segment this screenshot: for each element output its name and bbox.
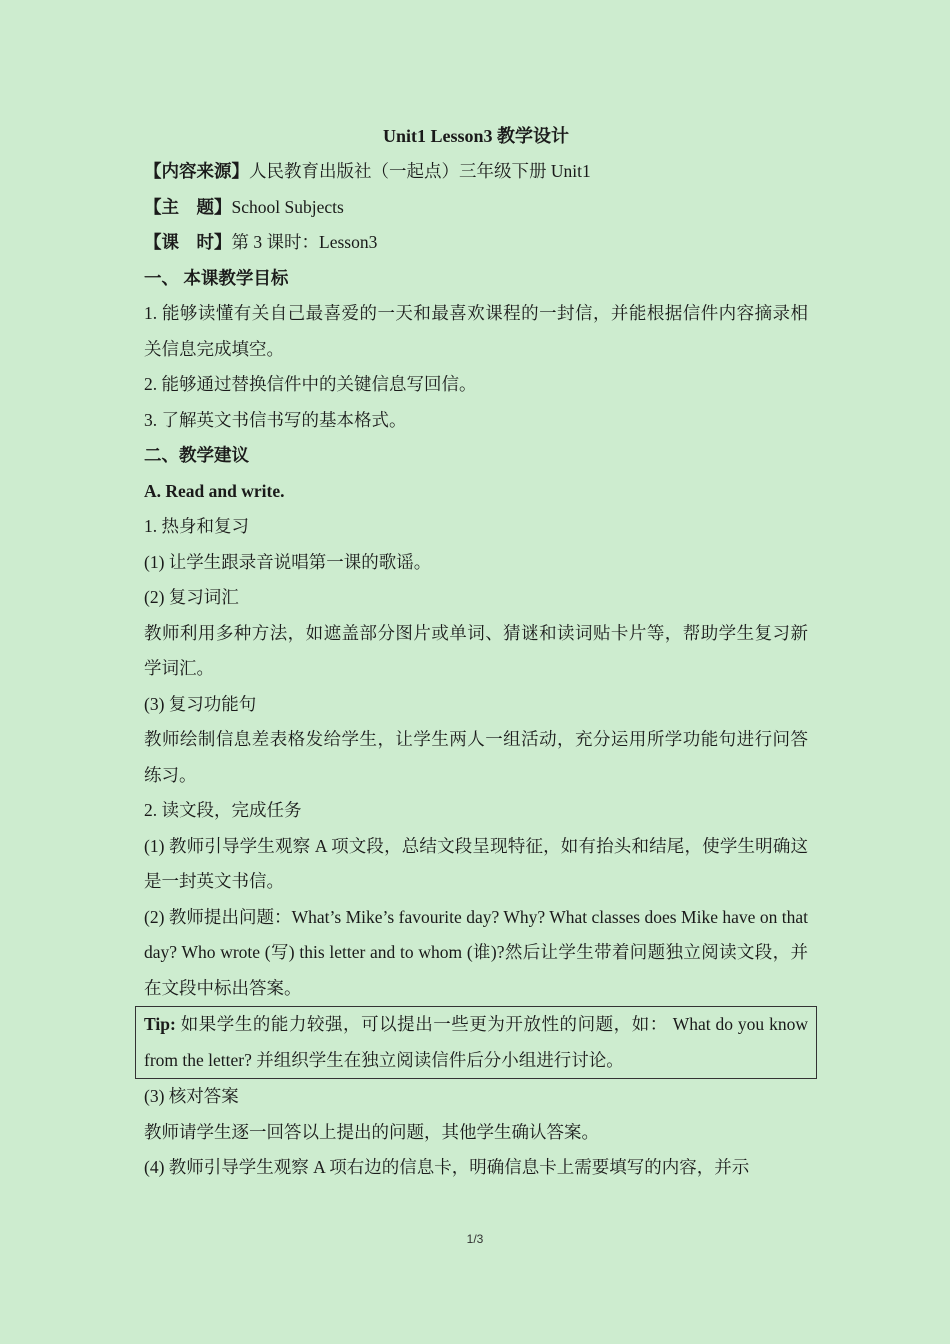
- meta-topic-value: School Subjects: [231, 196, 344, 217]
- subsection-read-write: A. Read and write.: [144, 480, 285, 501]
- meta-source: [144, 154, 808, 190]
- meta-period-value: 第 3 课时：Lesson3: [231, 232, 378, 252]
- paragraph: 1. 热身和复习: [144, 516, 249, 536]
- paragraph: 教师绘制信息差表格发给学生，让学生两人一组活动，充分运用所学功能句进行问答练习。: [144, 729, 808, 785]
- paragraph: (2) 复习词汇: [144, 587, 239, 607]
- tip-box: [135, 1006, 817, 1079]
- document-title: Unit1 Lesson3 教学设计: [382, 126, 570, 146]
- meta-source-label: 【内容来源】: [144, 161, 249, 181]
- objective-item-3: 3. 了解英文书信书写的基本格式。: [144, 409, 407, 430]
- page-number: 1/3: [466, 1232, 484, 1246]
- paragraph: (3) 核对答案: [144, 1086, 239, 1106]
- section-suggestions-heading: 二、教学建议: [144, 445, 249, 465]
- meta-period-label: 【课 时】: [144, 232, 232, 252]
- paragraph: (3) 复习功能句: [144, 693, 257, 714]
- objective-item-2: 2. 能够通过替换信件中的关键信息写回信。: [144, 374, 477, 394]
- paragraph: (1) 教师引导学生观察 A 项文段，总结文段呈现特征，如有抬头和结尾，使学生明确这是一封英文书信。: [144, 835, 808, 891]
- paragraph: (2) 教师提出问题：What’s Mike’s favourite day? Why? What classes does Mike have on that day? Who wrote (写) this letter and to whom (谁)?然后让学生带着问题独立阅读文段，并在文段中标出答案。: [144, 906, 808, 998]
- paragraph: 教师请学生逐一回答以上提出的问题，其他学生确认答案。: [144, 1121, 599, 1142]
- section-objectives-heading: 一、 本课教学目标: [144, 267, 289, 288]
- objective-item-1: 1. 能够读懂有关自己最喜爱的一天和最喜欢课程的一封信，并能根据信件内容摘录相关信息完成填空。: [144, 303, 808, 359]
- paragraph: 教师利用多种方法，如遮盖部分图片或单词、猜谜和读词贴卡片等，帮助学生复习新学词汇。: [144, 622, 808, 678]
- paragraph: (1) 让学生跟录音说唱第一课的歌谣。: [144, 551, 432, 572]
- meta-topic: [144, 190, 808, 226]
- meta-topic-label: 【主 题】: [144, 196, 232, 217]
- meta-period: [144, 225, 808, 261]
- tip-label: Tip:: [144, 1014, 176, 1034]
- document-page: [144, 118, 808, 1186]
- tip-text: 如果学生的能力较强，可以提出一些更为开放性的问题，如： What do you know from the letter? 并组织学生在独立阅读信件后分小组进行讨论。: [144, 1014, 808, 1070]
- paragraph: 2. 读文段，完成任务: [144, 800, 302, 820]
- meta-source-value: 人民教育出版社（一起点）三年级下册 Unit1: [249, 161, 591, 181]
- paragraph: (4) 教师引导学生观察 A 项右边的信息卡，明确信息卡上需要填写的内容，并示: [144, 1157, 750, 1177]
